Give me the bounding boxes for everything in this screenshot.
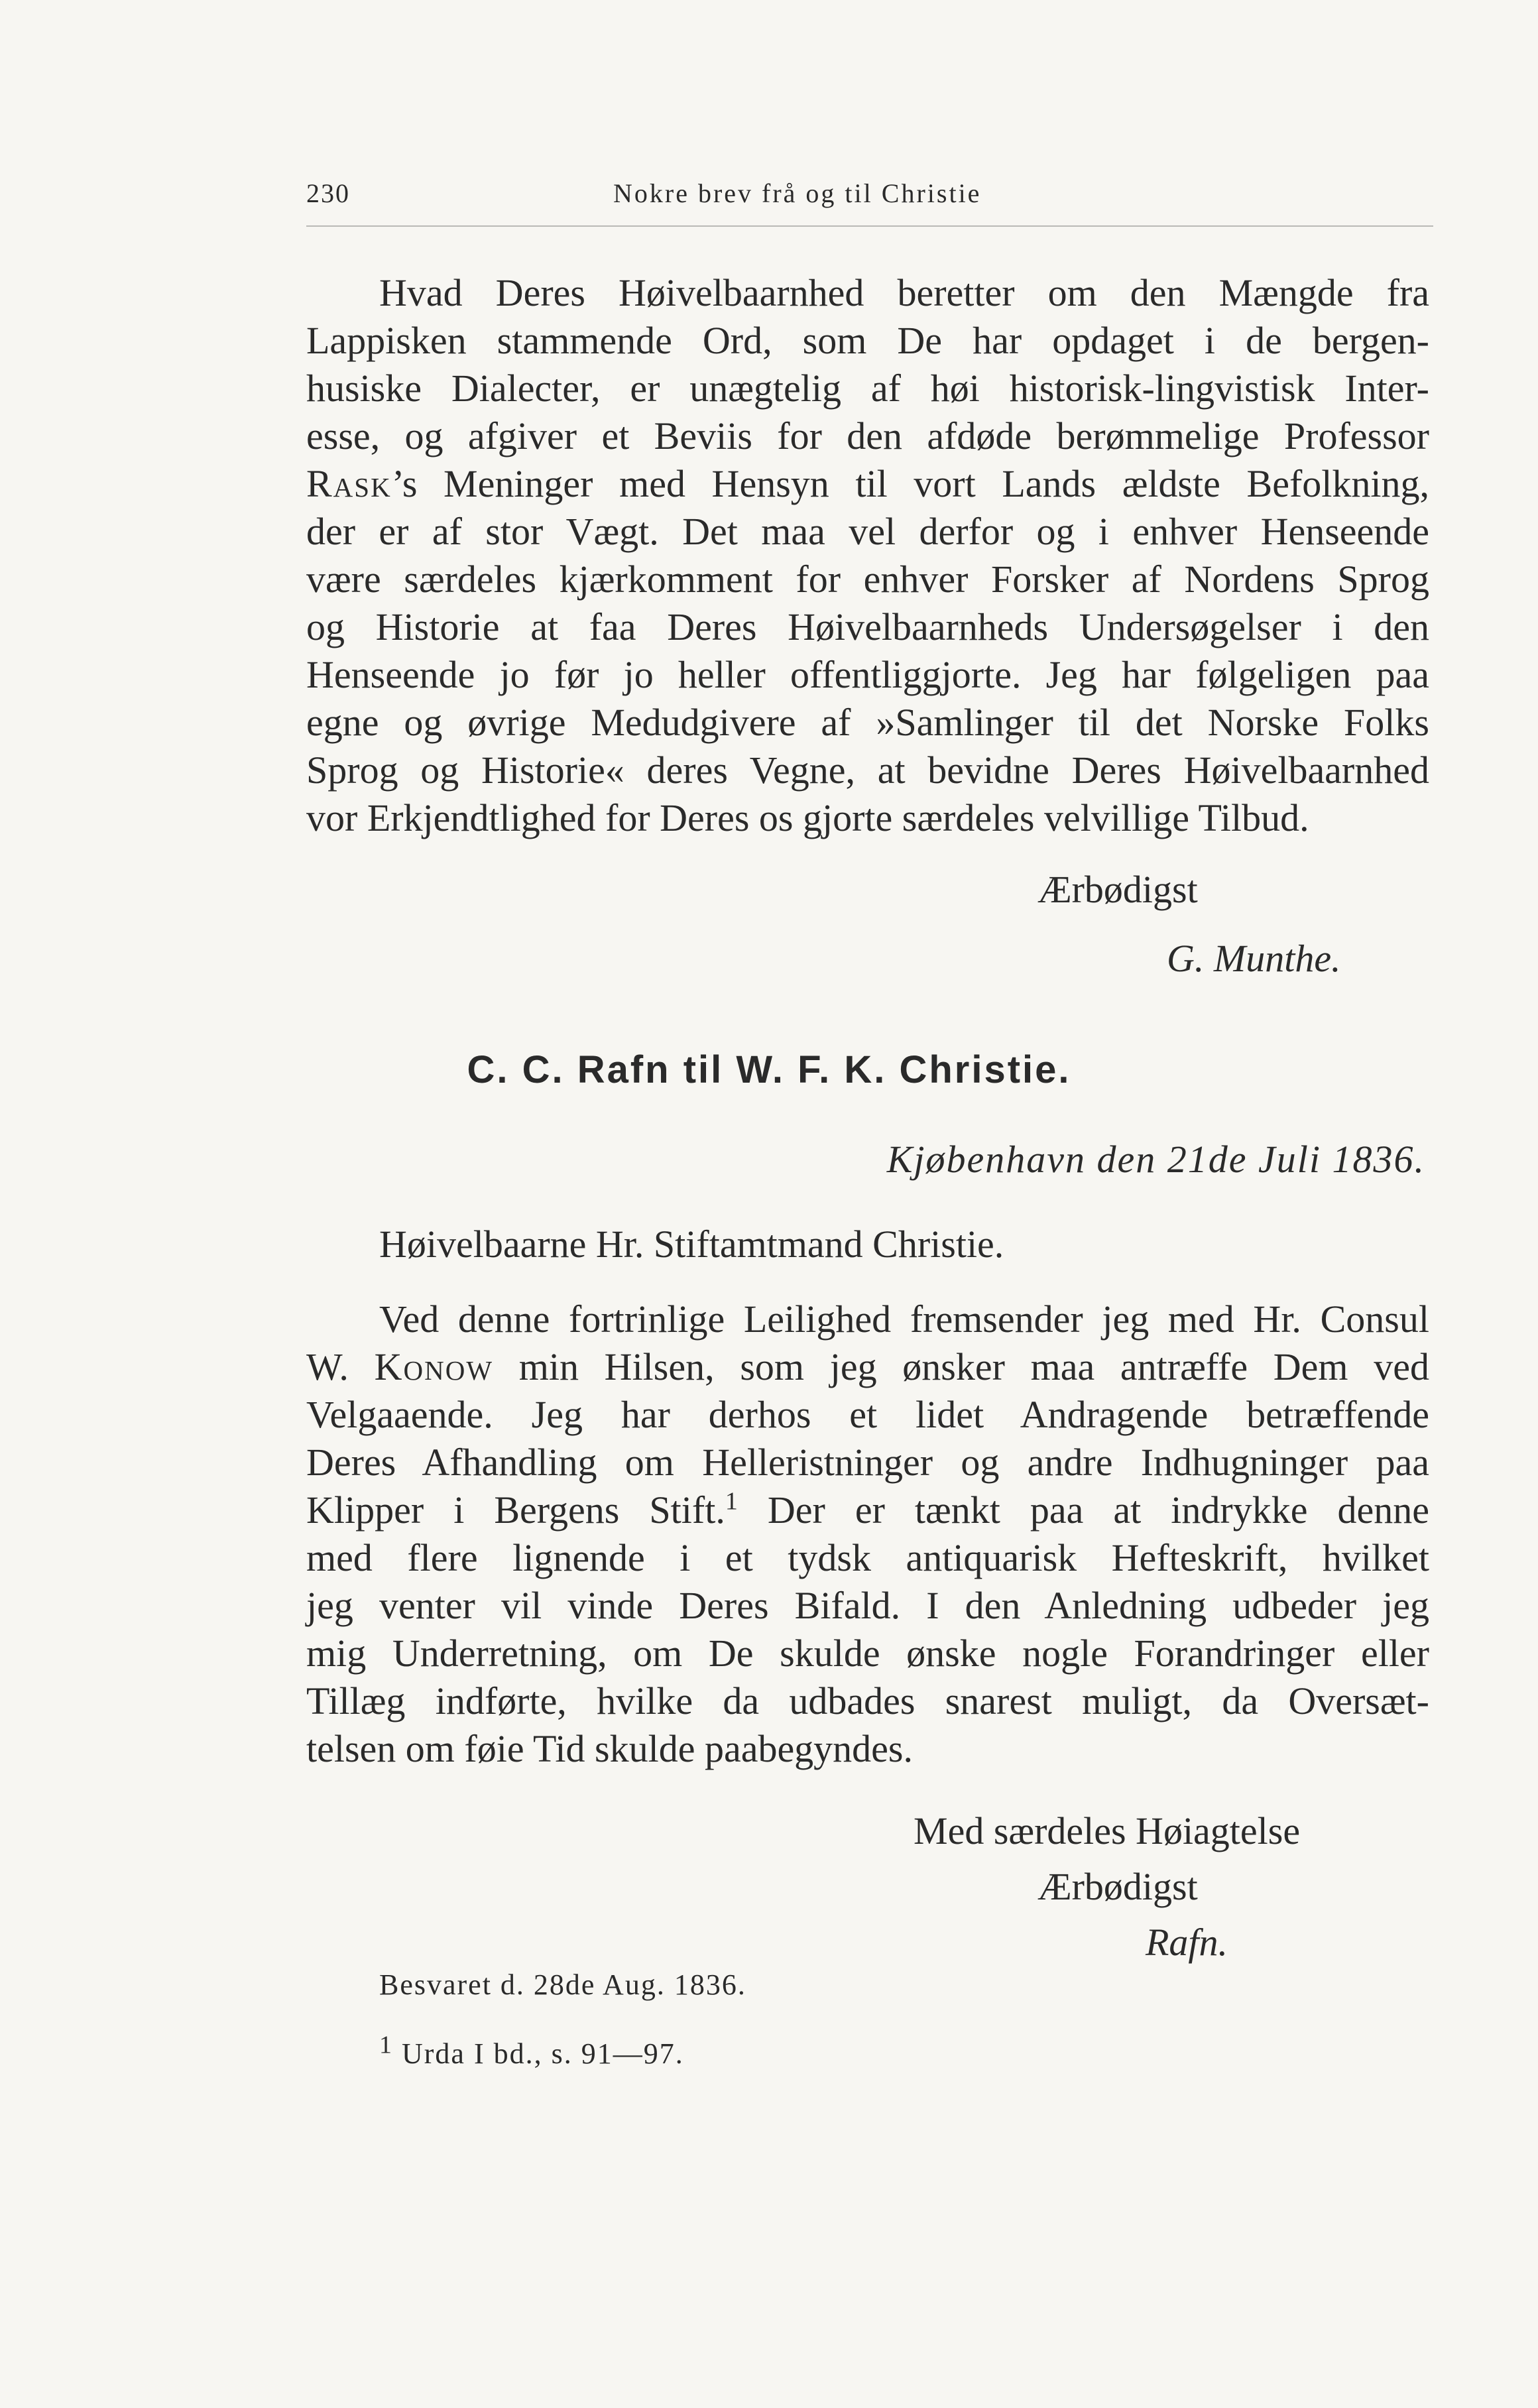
letter1-body bbox=[306, 269, 1429, 842]
letter1-line: Lappisken stammende Ord, som De har opdaget i de bergen- bbox=[306, 319, 1429, 362]
letter1-line: Hvad Deres Høivelbaarnhed beretter om den Mængde fra bbox=[379, 271, 1429, 314]
answered-note: Besvaret d. 28de Aug. 1836. bbox=[379, 1968, 746, 2001]
letter2-line: Velgaaende. Jeg har derhos et lidet Andragende betræffende bbox=[306, 1393, 1429, 1436]
letter2-closing-2: Ærbødigst bbox=[1037, 1865, 1198, 1908]
letter1-line: Henseende jo før jo heller offentliggjorte. Jeg har følgeligen paa bbox=[306, 653, 1429, 696]
letter1-signature: G. Munthe. bbox=[1167, 937, 1341, 980]
letter2-line-rest: Der er tænkt paa at indrykke denne bbox=[737, 1488, 1429, 1532]
letter2-line-konow bbox=[306, 1343, 1429, 1391]
letter1-line: der er af stor Vægt. Det maa vel derfor og i enhver Henseende bbox=[306, 510, 1429, 553]
page-number: 230 bbox=[306, 178, 350, 208]
letter2-signature: Rafn. bbox=[1146, 1921, 1228, 1964]
letter1-line-rask bbox=[306, 460, 1429, 508]
letter2-heading: C. C. Rafn til W. F. K. Christie. bbox=[467, 1048, 1071, 1091]
letter1-closing: Ærbødigst bbox=[1037, 868, 1198, 911]
footnote bbox=[379, 2031, 684, 2071]
letter2-line: mig Underretning, om De skulde ønske nogle Forandringer eller bbox=[306, 1632, 1429, 1675]
letter2-line-pre: W. bbox=[306, 1345, 375, 1388]
letter2-line: telsen om føie Tid skulde paabegyndes. bbox=[306, 1727, 914, 1770]
letter2-line: Ved denne fortrinlige Leilighed fremsender jeg med Hr. Consul bbox=[379, 1297, 1429, 1341]
footnote-text: Urda I bd., s. 91—97. bbox=[402, 2037, 684, 2070]
letter2-line: Deres Afhandling om Helleristninger og andre Indhugninger paa bbox=[306, 1441, 1429, 1484]
name-konow: Konow bbox=[374, 1345, 494, 1388]
letter1-line: være særdeles kjærkomment for enhver Forsker af Nordens Sprog bbox=[306, 558, 1429, 601]
letter2-closing-1: Med særdeles Høiagtelse bbox=[914, 1809, 1301, 1852]
letter1-line: vor Erkjendtlighed for Deres os gjorte særdeles velvillige Tilbud. bbox=[306, 796, 1309, 839]
letter1-line-rest: ’s Meninger med Hensyn til vort Lands ældste Befolkning, bbox=[391, 462, 1429, 505]
letter1-line: esse, og afgiver et Beviis for den afdøde berømmelige Professor bbox=[306, 414, 1429, 457]
letter1-line: husiske Dialecter, er unægtelig af høi historisk-lingvistisk Inter- bbox=[306, 367, 1429, 410]
letter2-dateline: Kjøbenhavn den 21de Juli 1836. bbox=[886, 1138, 1425, 1181]
letter2-salutation: Høivelbaarne Hr. Stiftamtmand Christie. bbox=[379, 1223, 1004, 1266]
letter2-line: med flere lignende i et tydsk antiquarisk Hefteskrift, hvilket bbox=[306, 1536, 1429, 1579]
letter2-line: jeg venter vil vinde Deres Bifald. I den Anledning udbeder jeg bbox=[306, 1584, 1429, 1627]
running-title: Nokre brev frå og til Christie bbox=[613, 178, 982, 208]
footnote-number: 1 bbox=[379, 2031, 393, 2059]
letter1-line: Sprog og Historie« deres Vegne, at bevidne Deres Høivelbaarnhed bbox=[306, 749, 1429, 792]
letter2-body bbox=[306, 1295, 1429, 1773]
footnote-marker: 1 bbox=[725, 1487, 738, 1516]
letter2-line-pre: Klipper i Bergens Stift. bbox=[306, 1488, 725, 1532]
letter1-line: egne og øvrige Medudgivere af »Samlinger til det Norske Folks bbox=[306, 701, 1429, 744]
name-rask: Rask bbox=[306, 462, 392, 505]
header-divider bbox=[306, 225, 1433, 227]
letter1-line: og Historie at faa Deres Høivelbaarnheds Undersøgelser i den bbox=[306, 605, 1429, 648]
letter2-line: Tillæg indførte, hvilke da udbades snarest muligt, da Oversæt- bbox=[306, 1679, 1429, 1722]
letter2-line-footnote-ref bbox=[306, 1486, 1429, 1534]
letter2-line-rest: min Hilsen, som jeg ønsker maa antræffe Dem ved bbox=[493, 1345, 1429, 1388]
